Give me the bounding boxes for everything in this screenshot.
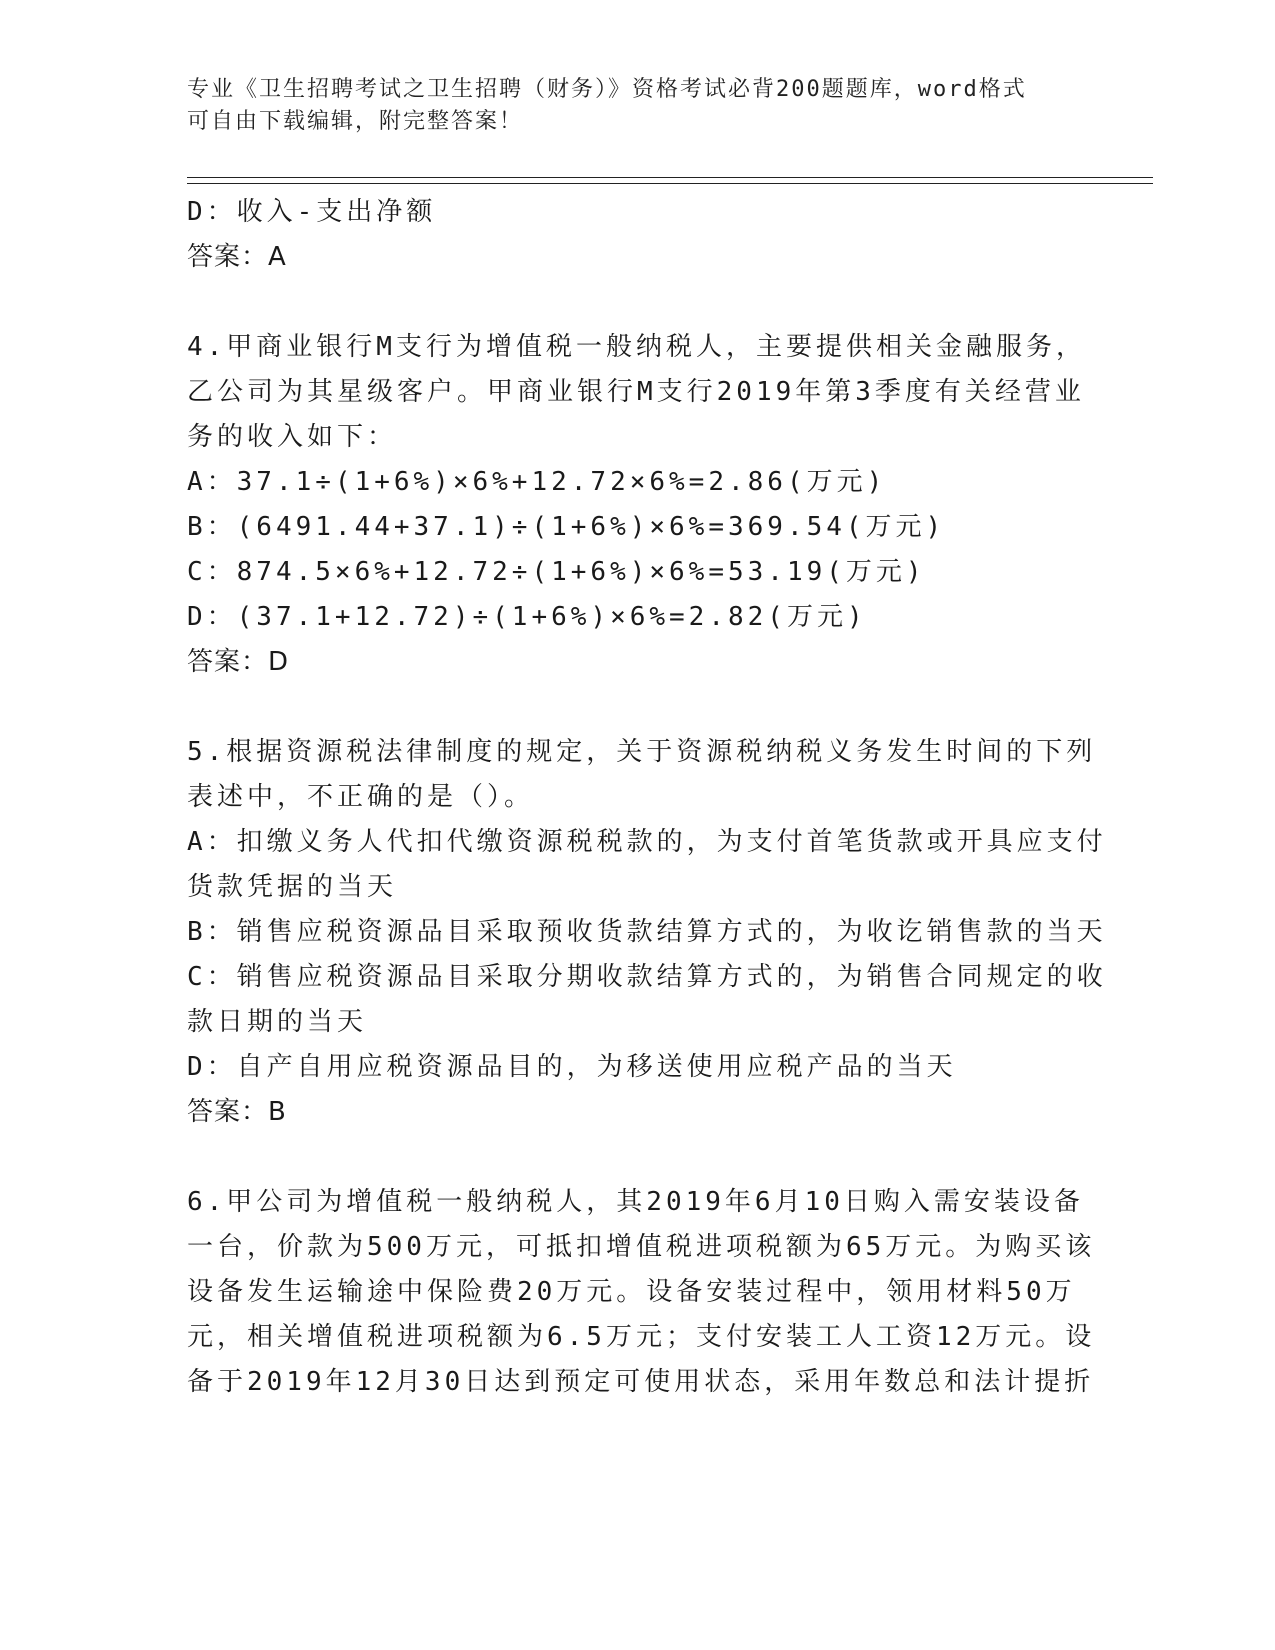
question-5 bbox=[187, 730, 1107, 1135]
spacer bbox=[187, 1135, 1077, 1180]
q6-stem-line-3: 设备发生运输途中保险费20万元。设备安装过程中，领用材料50万 bbox=[187, 1277, 1076, 1307]
header-line-1: 专业《卫生招聘考试之卫生招聘（财务）》资格考试必背200题题库，word格式 bbox=[187, 77, 1027, 102]
q4-option-c: C：874.5×6%+12.72÷(1+6%)×6%=53.19(万元) bbox=[187, 557, 926, 587]
q5-answer: 答案：B bbox=[187, 1097, 287, 1127]
q5-option-a-line-2: 货款凭据的当天 bbox=[187, 872, 398, 902]
header-divider-top bbox=[187, 177, 1153, 178]
question-3-tail bbox=[187, 190, 1077, 280]
document-header bbox=[187, 74, 1067, 138]
q5-option-d: D：自产自用应税资源品目的，为移送使用应税产品的当天 bbox=[187, 1052, 957, 1082]
q4-stem-line-3: 务的收入如下： bbox=[187, 422, 398, 452]
q4-option-a: A：37.1÷(1+6%)×6%+12.72×6%=2.86(万元) bbox=[187, 467, 887, 497]
q3-answer: 答案：A bbox=[187, 242, 287, 272]
q6-stem-line-5: 备于2019年12月30日达到预定可使用状态，采用年数总和法计提折 bbox=[187, 1367, 1095, 1397]
q3-option-d: D：收入-支出净额 bbox=[187, 197, 437, 227]
q6-stem-line-4: 元，相关增值税进项税额为6.5万元；支付安装工人工资12万元。设 bbox=[187, 1322, 1096, 1352]
header-line-2: 可自由下载编辑，附完整答案！ bbox=[187, 109, 524, 134]
spacer bbox=[187, 685, 1077, 730]
q5-option-b: B：销售应税资源品目采取预收货款结算方式的，为收讫销售款的当天 bbox=[187, 917, 1107, 947]
document-body bbox=[187, 190, 1107, 1405]
q4-option-b: B：(6491.44+37.1)÷(1+6%)×6%=369.54(万元) bbox=[187, 512, 946, 542]
q5-option-c-line-2: 款日期的当天 bbox=[187, 1007, 368, 1037]
q4-option-d: D：(37.1+12.72)÷(1+6%)×6%=2.82(万元) bbox=[187, 602, 867, 632]
q6-stem-line-2: 一台，价款为500万元，可抵扣增值税进项税额为65万元。为购买该 bbox=[187, 1232, 1096, 1262]
q5-option-c-line-1: C：销售应税资源品目采取分期收款结算方式的，为销售合同规定的收 bbox=[187, 962, 1107, 992]
q4-stem-line-2: 乙公司为其星级客户。甲商业银行M支行2019年第3季度有关经营业 bbox=[187, 377, 1085, 407]
q5-stem-line-2: 表述中，不正确的是（）。 bbox=[187, 782, 535, 812]
q4-stem-line-1: 4.甲商业银行M支行为增值税一般纳税人，主要提供相关金融服务， bbox=[187, 332, 1086, 362]
q5-stem-line-1: 5.根据资源税法律制度的规定，关于资源税纳税义务发生时间的下列 bbox=[187, 737, 1097, 767]
q6-stem-line-1: 6.甲公司为增值税一般纳税人，其2019年6月10日购入需安装设备 bbox=[187, 1187, 1084, 1217]
question-6 bbox=[187, 1180, 1096, 1405]
spacer bbox=[187, 280, 1077, 325]
q5-option-a-line-1: A：扣缴义务人代扣代缴资源税税款的，为支付首笔货款或开具应支付 bbox=[187, 827, 1107, 857]
q4-answer: 答案：D bbox=[187, 647, 290, 677]
question-4 bbox=[187, 325, 1086, 685]
header-divider-bottom bbox=[187, 183, 1153, 184]
